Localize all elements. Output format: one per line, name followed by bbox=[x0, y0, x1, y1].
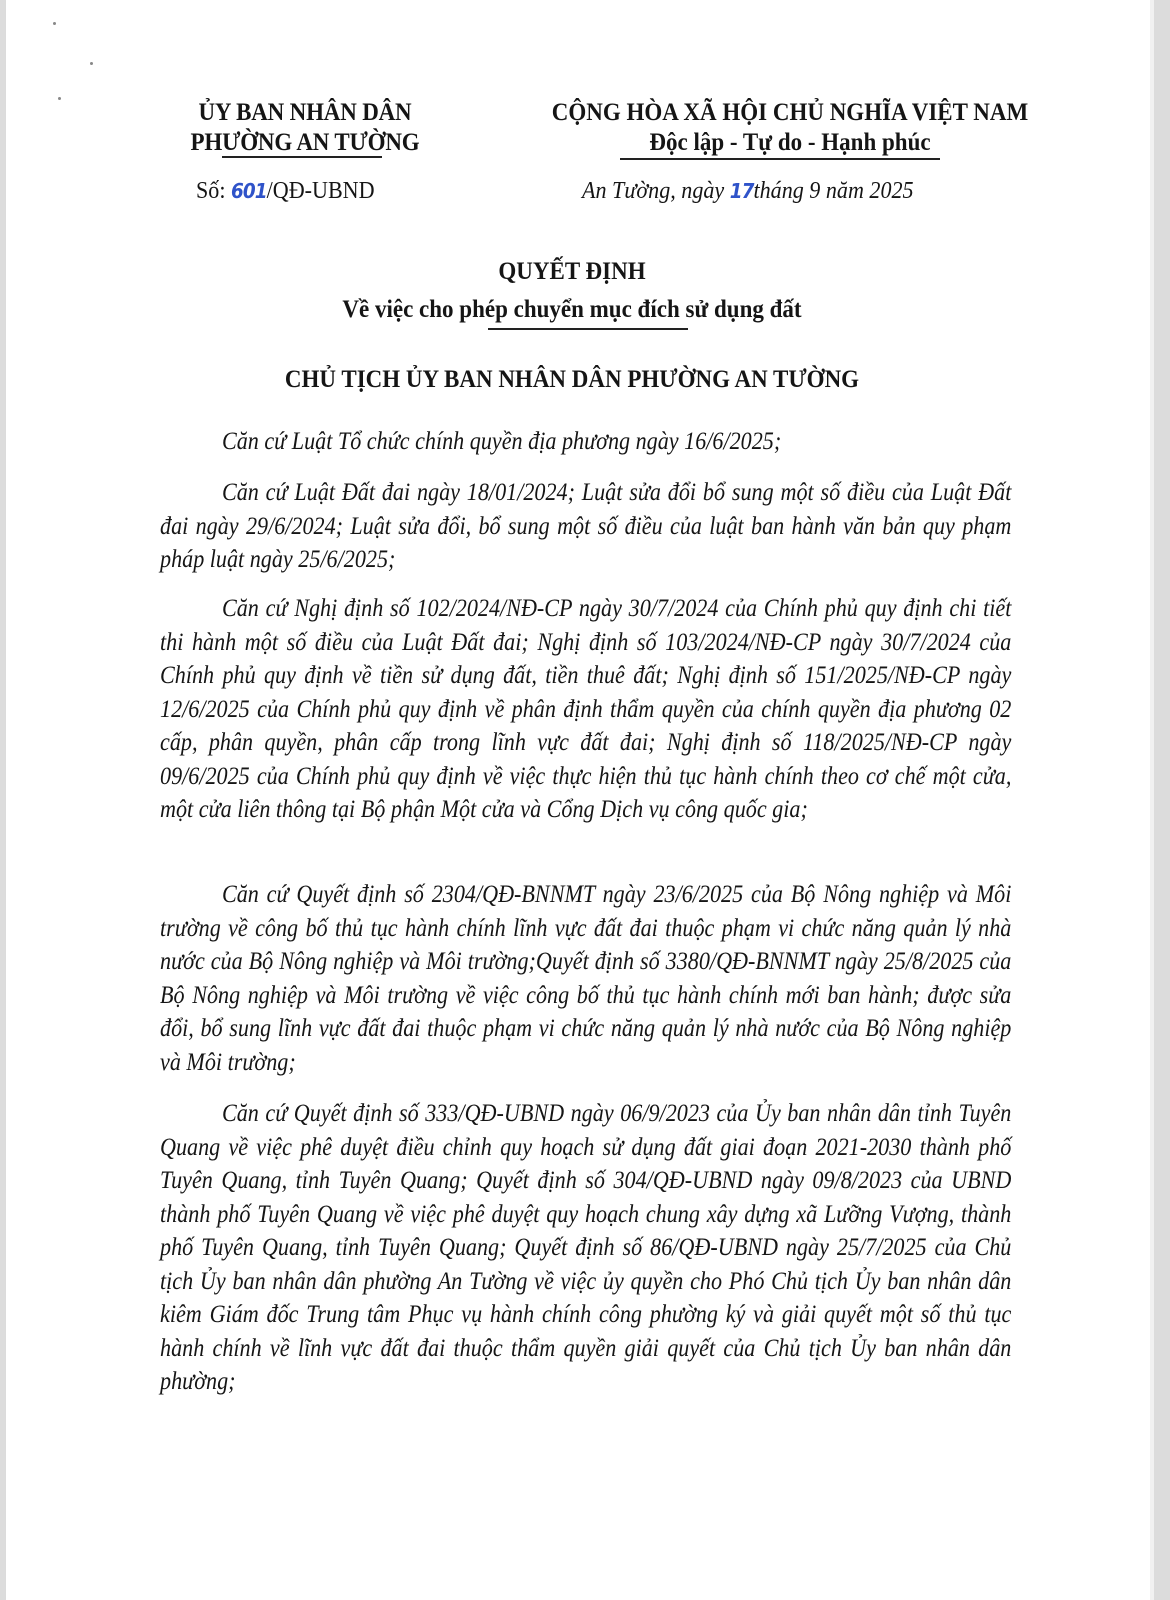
agency-line-2: PHƯỜNG AN TƯỜNG bbox=[190, 129, 420, 156]
issuing-agency bbox=[181, 98, 429, 158]
nation-line-2: Độc lập - Tự do - Hạnh phúc bbox=[649, 129, 931, 156]
scan-speck bbox=[53, 22, 56, 25]
paragraph: Căn cứ Luật Đất đai ngày 18/01/2024; Luật sửa đổi bổ sung một số điều của Luật Đất đai ngày 29/6/2024; Luật sửa đổi, bổ sung một số điều của luật ban hành văn bản quy phạm pháp luật ngày 25/6/2025; bbox=[160, 479, 1012, 573]
paragraph: Căn cứ Luật Tổ chức chính quyền địa phương ngày 16/6/2025; bbox=[221, 428, 782, 455]
legal-basis-5 bbox=[160, 1097, 1012, 1399]
page-edge bbox=[1150, 0, 1154, 1600]
date-suffix: tháng 9 năm 2025 bbox=[753, 178, 914, 204]
agency-line-1: ỦY BAN NHÂN DÂN bbox=[198, 99, 412, 126]
scan-speck bbox=[58, 97, 61, 100]
number-suffix: /QĐ-UBND bbox=[266, 178, 375, 204]
legal-basis-4 bbox=[160, 878, 1012, 1079]
date-prefix: An Tường, ngày bbox=[582, 178, 730, 204]
document-date bbox=[582, 178, 914, 205]
issuing-authority: CHỦ TỊCH ỦY BAN NHÂN DÂN PHƯỜNG AN TƯỜNG bbox=[284, 366, 860, 393]
paragraph: Căn cứ Quyết định số 333/QĐ-UBND ngày 06/9/2023 của Ủy ban nhân dân tỉnh Tuyên Quang về việc phê duyệt điều chỉnh quy hoạch sử dụng đất giai đoạn 2021-2030 thành phố Tuyên Quang, tỉnh Tuyên Quang; Quyết định số 304/QĐ-UBND ngày 09/8/2023 của UBND thành phố Tuyên Quang về việc phê duyệt quy hoạch chung xây dựng xã Lưỡng Vượng, thành phố Tuyên Quang, tỉnh Tuyên Quang; Quyết định số 86/QĐ-UBND ngày 25/7/2025 của Chủ tịch Ủy ban nhân dân phường An Tường về việc ủy quyền cho Phó Chủ tịch Ủy ban nhân dân kiêm Giám đốc Trung tâm Phục vụ hành chính công phường ký và giải quyết một số thủ tục hành chính về lĩnh vực đất đai thuộc thẩm quyền giải quyết của Chủ tịch Ủy ban nhân dân phường; bbox=[160, 1100, 1012, 1395]
document-subject: Về việc cho phép chuyển mục đích sử dụng đất bbox=[342, 296, 802, 323]
paragraph: Căn cứ Quyết định số 2304/QĐ-BNNMT ngày 23/6/2025 của Bộ Nông nghiệp và Môi trường về công bố thủ tục hành chính lĩnh vực đất đai thuộc phạm vi chức năng quản lý nhà nước của Bộ Nông nghiệp và Môi trường;Quyết định số 3380/QĐ-BNNMT ngày 25/8/2025 của Bộ Nông nghiệp và Môi trường về việc công bố thủ tục hành chính mới ban hành; được sửa đổi, bổ sung lĩnh vực đất đai thuộc phạm vi chức năng quản lý nhà nước của Bộ Nông nghiệp và Môi trường; bbox=[160, 881, 1012, 1076]
legal-basis-3 bbox=[160, 592, 1012, 827]
subject-underline bbox=[488, 328, 688, 330]
national-header bbox=[528, 98, 1052, 158]
document-number bbox=[196, 178, 375, 205]
handwritten-day: 17 bbox=[729, 179, 754, 203]
legal-basis-1 bbox=[160, 425, 914, 459]
document-type-title: QUYẾT ĐỊNH bbox=[498, 258, 646, 285]
agency-underline bbox=[222, 156, 382, 158]
paragraph: Căn cứ Nghị định số 102/2024/NĐ-CP ngày 30/7/2024 của Chính phủ quy định chi tiết thi hành một số điều của Luật Đất đai; Nghị định số 103/2024/NĐ-CP ngày 30/7/2024 của Chính phủ quy định về tiền sử dụng đất, tiền thuê đất; Nghị định số 151/2025/NĐ-CP ngày 12/6/2025 của Chính phủ quy định về phân định thẩm quyền của chính quyền địa phương 02 cấp, phân quyền, phân cấp trong lĩnh vực đất đai; Nghị định số 118/2025/NĐ-CP ngày 09/6/2025 của Chính phủ quy định về việc thực hiện thủ tục hành chính theo cơ chế một cửa, một cửa liên thông tại Bộ phận Một cửa và Cổng Dịch vụ công quốc gia; bbox=[160, 595, 1012, 823]
scan-speck bbox=[90, 62, 93, 65]
number-prefix: Số: bbox=[196, 178, 231, 204]
handwritten-number: 601 bbox=[230, 179, 267, 203]
motto-underline bbox=[620, 158, 940, 160]
nation-line-1: CỘNG HÒA XÃ HỘI CHỦ NGHĨA VIỆT NAM bbox=[551, 99, 1029, 126]
legal-basis-2 bbox=[160, 476, 1012, 577]
